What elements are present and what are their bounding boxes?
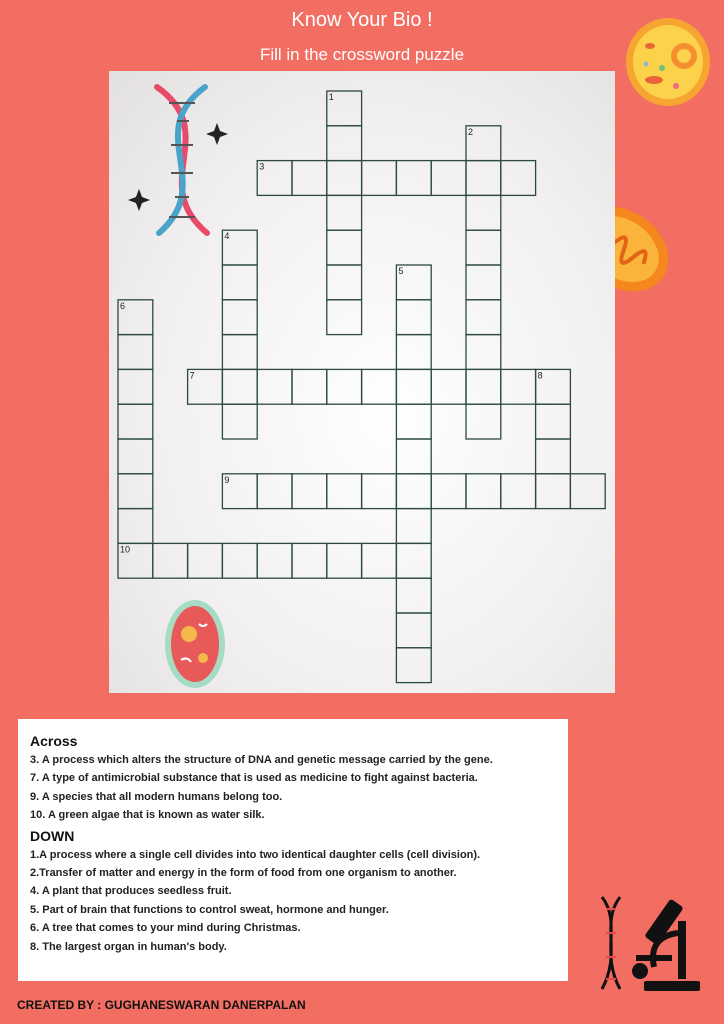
clue-number: 8 bbox=[537, 370, 543, 381]
crossword-cell[interactable] bbox=[118, 439, 153, 474]
crossword-cell[interactable] bbox=[257, 474, 292, 509]
credit-text: CREATED BY : GUGHANESWARAN DANERPALAN bbox=[17, 998, 306, 1012]
crossword-cell[interactable] bbox=[536, 439, 571, 474]
crossword-cell[interactable] bbox=[257, 543, 292, 578]
crossword-cell[interactable] bbox=[292, 369, 327, 404]
crossword-cell[interactable] bbox=[466, 404, 501, 439]
down-clue-1: 1.A process where a single cell divides into two identical daughter cells (cell division). bbox=[30, 848, 481, 861]
crossword-cell[interactable] bbox=[501, 474, 536, 509]
crossword-cell[interactable] bbox=[327, 230, 362, 265]
down-clue-2: 2.Transfer of matter and energy in the form of food from one organism to another. bbox=[30, 867, 457, 880]
crossword-cell[interactable] bbox=[118, 509, 153, 544]
crossword-cell[interactable] bbox=[466, 230, 501, 265]
crossword-cell[interactable] bbox=[466, 265, 501, 300]
crossword-cell[interactable] bbox=[396, 543, 431, 578]
crossword-cell[interactable] bbox=[362, 474, 397, 509]
across-clue-7: 7. A type of antimicrobial substance that is used as medicine to fight against bacteria. bbox=[30, 772, 478, 785]
clue-number: 3 bbox=[259, 161, 265, 172]
down-clue-6: 6. A tree that comes to your mind during Christmas. bbox=[30, 922, 301, 935]
crossword-cell[interactable] bbox=[188, 543, 223, 578]
crossword-cell[interactable] bbox=[466, 335, 501, 370]
crossword-cell[interactable] bbox=[431, 369, 466, 404]
down-clue-4: 4. A plant that produces seedless fruit. bbox=[30, 885, 232, 898]
crossword-cell[interactable] bbox=[536, 474, 571, 509]
crossword-area bbox=[109, 71, 615, 693]
crossword-cell[interactable] bbox=[118, 335, 153, 370]
clue-number: 9 bbox=[224, 474, 230, 485]
crossword-cell[interactable] bbox=[118, 404, 153, 439]
page-title: Know Your Bio ! bbox=[291, 9, 433, 31]
animal-cell-icon bbox=[624, 10, 712, 110]
clue-number: 2 bbox=[468, 126, 474, 137]
crossword-cell[interactable] bbox=[222, 369, 257, 404]
crossword-cell[interactable] bbox=[362, 369, 397, 404]
clue-number: 4 bbox=[224, 231, 230, 242]
crossword-cell[interactable] bbox=[327, 126, 362, 161]
crossword-cell[interactable] bbox=[327, 300, 362, 335]
crossword-cell[interactable] bbox=[396, 161, 431, 196]
crossword-cell[interactable] bbox=[292, 543, 327, 578]
crossword-cell[interactable] bbox=[396, 613, 431, 648]
clue-number: 6 bbox=[120, 300, 126, 311]
clue-number: 7 bbox=[189, 370, 195, 381]
microscope-icon bbox=[596, 893, 706, 993]
crossword-cell[interactable] bbox=[257, 369, 292, 404]
crossword-cell[interactable] bbox=[431, 161, 466, 196]
crossword-cell[interactable] bbox=[466, 369, 501, 404]
crossword-cell[interactable] bbox=[396, 335, 431, 370]
crossword-cell[interactable] bbox=[396, 474, 431, 509]
crossword-cell[interactable] bbox=[396, 578, 431, 613]
across-clue-3: 3. A process which alters the structure of DNA and genetic message carried by the gene. bbox=[30, 754, 493, 766]
down-clue-5: 5. Part of brain that functions to control sweat, hormone and hunger. bbox=[30, 903, 389, 916]
crossword-cell[interactable] bbox=[501, 369, 536, 404]
clue-number: 5 bbox=[398, 266, 404, 276]
crossword-cell[interactable] bbox=[396, 509, 431, 544]
crossword-cell[interactable] bbox=[431, 474, 466, 509]
crossword-cell[interactable] bbox=[570, 474, 605, 509]
crossword-cell[interactable] bbox=[396, 369, 431, 404]
crossword-cell[interactable] bbox=[396, 404, 431, 439]
across-clue-10: 10. A green algae that is known as water silk. bbox=[30, 809, 265, 822]
crossword-cell[interactable] bbox=[222, 300, 257, 335]
crossword-cell[interactable] bbox=[118, 474, 153, 509]
crossword-cell[interactable] bbox=[362, 543, 397, 578]
crossword-cell[interactable] bbox=[396, 300, 431, 335]
crossword-cell[interactable] bbox=[222, 543, 257, 578]
crossword-cell[interactable] bbox=[536, 404, 571, 439]
crossword-cell[interactable] bbox=[327, 265, 362, 300]
crossword-cell[interactable] bbox=[153, 543, 188, 578]
crossword-cell[interactable] bbox=[466, 161, 501, 196]
across-clue-9: 9. A species that all modern humans belong too. bbox=[30, 790, 283, 803]
crossword-cell[interactable] bbox=[466, 195, 501, 230]
crossword-cell[interactable] bbox=[292, 161, 327, 196]
page-subtitle: Fill in the crossword puzzle bbox=[259, 45, 465, 64]
clue-number: 1 bbox=[328, 92, 334, 102]
crossword-cell[interactable] bbox=[466, 300, 501, 335]
crossword-cell[interactable] bbox=[222, 404, 257, 439]
clues-panel bbox=[18, 719, 568, 981]
crossword-cell[interactable] bbox=[222, 265, 257, 300]
crossword-cell[interactable] bbox=[327, 195, 362, 230]
crossword-cell[interactable] bbox=[327, 369, 362, 404]
crossword-cell[interactable] bbox=[327, 161, 362, 196]
crossword-cell[interactable] bbox=[118, 369, 153, 404]
down-clue-8: 8. The largest organ in human's body. bbox=[30, 940, 227, 953]
down-heading: DOWN bbox=[30, 827, 75, 844]
crossword-cell[interactable] bbox=[362, 161, 397, 196]
crossword-cell[interactable] bbox=[396, 439, 431, 474]
crossword-grid bbox=[109, 71, 615, 693]
crossword-cell[interactable] bbox=[222, 335, 257, 370]
crossword-cell[interactable] bbox=[501, 161, 536, 196]
across-heading: Across bbox=[30, 733, 78, 749]
crossword-cell[interactable] bbox=[466, 474, 501, 509]
crossword-cell[interactable] bbox=[327, 474, 362, 509]
crossword-cell[interactable] bbox=[327, 543, 362, 578]
crossword-cell[interactable] bbox=[396, 648, 431, 683]
clue-number: 10 bbox=[120, 544, 131, 555]
crossword-cell[interactable] bbox=[292, 474, 327, 509]
